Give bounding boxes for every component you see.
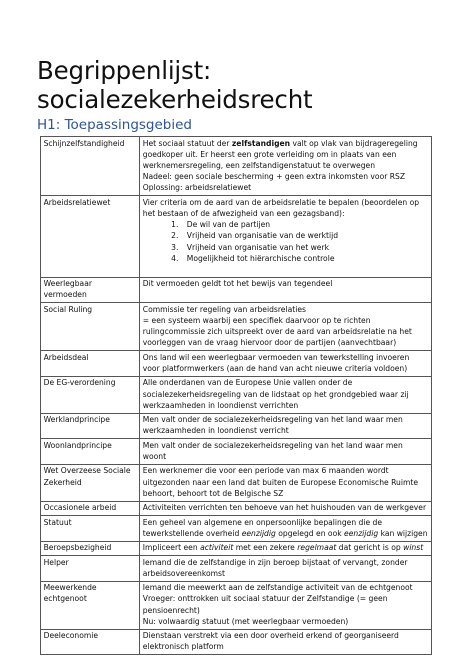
text-run: Het sociaal statuut der [142, 138, 232, 148]
definition-cell [140, 439, 432, 465]
definition-line [143, 542, 429, 553]
list-item: 2. Vrijheid van organisatie van de werktijd [181, 230, 429, 241]
definition-cell [140, 351, 432, 377]
table-row [41, 515, 432, 541]
definition-cell [140, 581, 432, 629]
term-cell: Social Ruling [41, 303, 140, 351]
term-cell: Occasionele arbeid [41, 501, 140, 515]
term-cell: Helper [41, 555, 140, 581]
text-run: opgelegd en ook [275, 528, 345, 538]
term-cell: Arbeidsrelatiewet [41, 196, 140, 277]
term-cell: Deeleconomie [41, 629, 140, 655]
definition-line: Iemand die de zelfstandige in zijn beroep bijstaat of vervangt, zonder arbeidsovereenkomst [142, 557, 408, 578]
table-row [41, 196, 432, 277]
list-item: 3. Vrijheid van organisatie van het werk [181, 242, 429, 253]
term-cell: Weerlegbaar vermoeden [41, 277, 140, 303]
definition-cell [140, 541, 432, 555]
title-line-2: socialezekerheidsrecht [37, 85, 313, 114]
table-row [41, 376, 432, 413]
definition-line [143, 138, 429, 172]
table-row [41, 629, 432, 655]
definition-cell [140, 555, 432, 581]
definition-line: Vroeger: onttrokken uit sociaal statuur der Zelfstandige (= geen pensioenrecht) [142, 594, 388, 615]
italic-text: activiteit [200, 543, 234, 553]
definition-cell [140, 515, 432, 541]
table-row [41, 541, 432, 555]
title-line-1: Begrippenlijst: [37, 56, 212, 85]
definition-line: Dit vermoeden geldt tot het bewijs van tegendeel [142, 279, 333, 289]
definition-line: = een systeem waarbij een specifiek daarvoor op te richten rulingcommissie zich uitspreekt over de aard van arbeidsrelatie na het voorleggen van de vraag hiervoor door de partijen (aanvechtbaar) [142, 316, 412, 348]
definition-line: Commissie ter regeling van arbeidsrelaties [142, 304, 306, 314]
text-run: valt op vlak van bijdrageregeling goedkoper uit. Er heerst een grote verleiding om in plaats van een werknemersregeling, een zelfstandigenstatuut te overwegen [142, 138, 418, 170]
text-run: dat gericht is op [336, 543, 404, 553]
definition-line: Ons land wil een weerlegbaar vermoeden van tewerkstelling invoeren voor platformwerkers (aan de hand van acht nieuwe criteria voldoen) [142, 352, 410, 373]
text-run: Impliceert een [142, 543, 201, 553]
italic-text: winst [403, 543, 424, 553]
term-cell: Werklandprincipe [41, 413, 140, 439]
definition-line: Dienstaan verstrekt via een door overheid erkend of georganiseerd elektronisch platform [142, 631, 399, 652]
table-row [41, 555, 432, 581]
definition-line: Oplossing: arbeidsrelatiewet [142, 183, 252, 193]
term-cell: Arbeidsdeal [41, 351, 140, 377]
definition-cell [140, 196, 432, 277]
table-row [41, 277, 432, 303]
term-cell: Meewerkende echtgenoot [41, 581, 140, 629]
text-run: kan wijzigen [378, 528, 428, 538]
definition-line: Een werknemer die voor een periode van max 6 maanden wordt uitgezonden naar een land dat buiten de Europese Economische Ruimte behoort, behoort tot de Belgische SZ [142, 466, 419, 498]
term-cell: Statuut [41, 515, 140, 541]
table-row [41, 581, 432, 629]
italic-text: regelmaat [297, 543, 337, 553]
bold-text: zelfstandigen [231, 138, 291, 148]
table-row [41, 439, 432, 465]
definition-cell [140, 376, 432, 413]
definition-line: Activiteiten verrichten ten behoeve van het huishouden van de werkgever [142, 503, 427, 513]
term-cell: Schijnzelfstandigheid [41, 137, 140, 196]
definition-cell [140, 277, 432, 303]
definition-line: Men valt onder de socialezekerheidsregeling van het land waar men woont [142, 440, 403, 461]
definition-line: Alle onderdanen van de Europese Unie vallen onder de socialezekerheidsregeling van de lidstaat op het grondgebied waar zij werkzaamheden in loondienst verrichten [142, 378, 409, 410]
spacer [143, 264, 429, 275]
definition-cell [140, 413, 432, 439]
table-row [41, 351, 432, 377]
list-item: 4. Mogelijkheid tot hiërarchische controle [181, 253, 429, 264]
definition-line: Men valt onder de socialezekerheidsregeling van het land waar men werkzaamheden in loondienst verricht [142, 415, 403, 436]
italic-text: eenzijdig [241, 528, 276, 538]
definition-cell [140, 137, 432, 196]
document-title [37, 56, 312, 114]
table-row [41, 303, 432, 351]
definition-line: Iemand die meewerkt aan de zelfstandige activiteit van de echtgenoot [142, 583, 413, 593]
term-cell: De EG-verordening [41, 376, 140, 413]
table-row [41, 464, 432, 501]
section-heading: H1: Toepassingsgebied [37, 117, 192, 133]
definition-cell [140, 629, 432, 655]
italic-text: eenzijdig [344, 528, 379, 538]
term-cell: Woonlandprincipe [41, 439, 140, 465]
term-cell: Wet Overzeese Sociale Zekerheid [41, 464, 140, 501]
table-row [41, 137, 432, 196]
definition-line [143, 517, 429, 539]
list-item: 1. De wil van de partijen [181, 219, 429, 230]
text-run: Een geheel van algemene en onpersoonlijke bepalingen die de tewerkstellende overheid [142, 517, 383, 538]
table-row [41, 501, 432, 515]
text-run: met een zekere [233, 543, 298, 553]
definition-line: Nadeel: geen sociale bescherming + geen extra inkomsten voor RSZ [142, 172, 406, 182]
term-cell: Beroepsbezigheid [41, 541, 140, 555]
table-row [41, 413, 432, 439]
criteria-list [143, 219, 429, 264]
definition-cell [140, 303, 432, 351]
definition-cell [140, 464, 432, 501]
definition-line: Vier criteria om de aard van de arbeidsrelatie te bepalen (beoordelen op het bestaan of de afwezigheid van een gezagsband): [142, 197, 420, 218]
glossary-table [40, 136, 432, 655]
definition-line: Nu: volwaardig statuut (met weerlegbaar vermoeden) [142, 616, 349, 626]
definition-cell [140, 501, 432, 515]
